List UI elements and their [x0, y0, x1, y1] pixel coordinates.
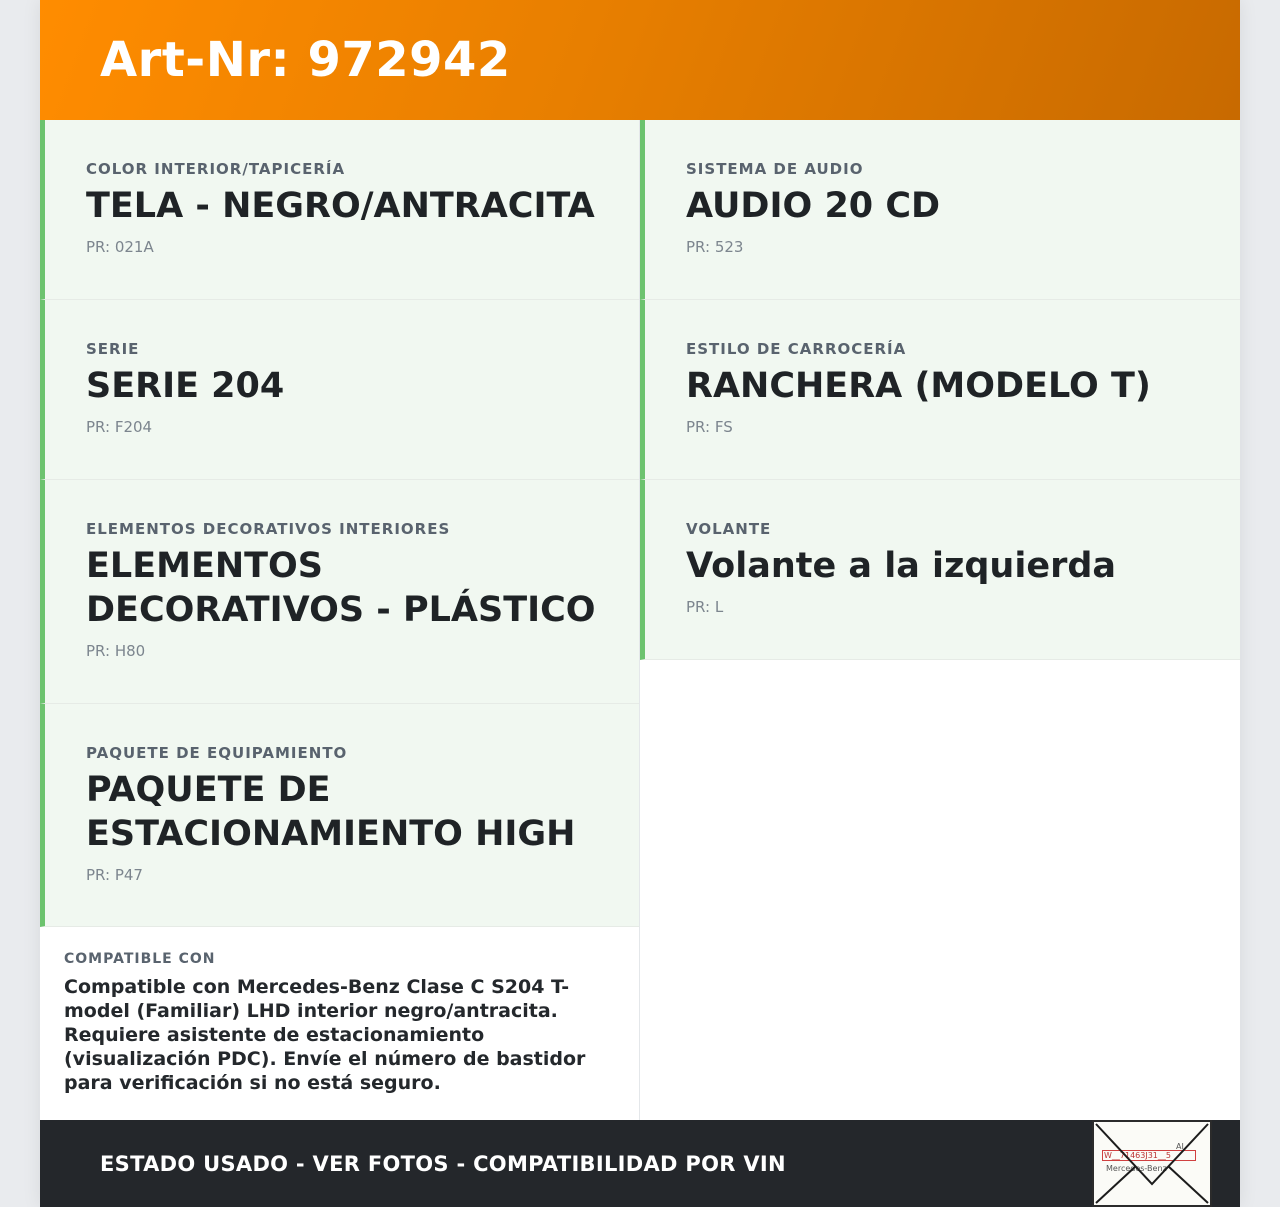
article-number-title: Art-Nr: 972942 [100, 32, 511, 88]
compatibility-section [40, 927, 639, 1120]
spec-pr-code: PR: L [686, 598, 724, 616]
spec-pr-code: PR: H80 [86, 642, 146, 660]
spec-pr-code: PR: FS [686, 418, 733, 436]
brand-text: Mercedes-Benz [1106, 1164, 1167, 1173]
vin-label-thumbnail[interactable] [1092, 1120, 1212, 1207]
spec-label: COLOR INTERIOR/TAPICERÍA [86, 160, 346, 178]
spec-value: TELA - NEGRO/ANTRACITA [86, 186, 595, 226]
header [40, 0, 1240, 120]
spec-label: SERIE [86, 340, 140, 358]
spec-card-body-style [640, 300, 1240, 480]
spec-card-decorative-elements [40, 480, 639, 704]
spec-pr-code: PR: F204 [86, 418, 153, 436]
spec-card-steering-wheel [640, 480, 1240, 660]
spec-pr-code: PR: 021A [86, 238, 154, 256]
footer-status-text: ESTADO USADO - VER FOTOS - COMPATIBILIDAD POR VIN [100, 1151, 786, 1176]
spec-card-interior-color [40, 120, 639, 300]
spec-label: ESTILO DE CARROCERÍA [686, 340, 907, 358]
page [40, 0, 1240, 1207]
spec-pr-code: PR: P47 [86, 866, 143, 884]
compatibility-label: COMPATIBLE CON [64, 951, 216, 967]
spec-value: PAQUETE DE ESTACIONAMIENTO HIGH [86, 770, 576, 854]
spec-column-right [640, 120, 1240, 1120]
vin-text: W__71463J31__5 [1104, 1151, 1171, 1160]
footer-bar [40, 1120, 1240, 1207]
compatibility-text: Compatible con Mercedes-Benz Clase C S204 T-model (Familiar) LHD interior negro/antracita. Requiere asistente de estacionamiento (visualización PDC). Envíe el número de bastidor para verificación si no está seguro. [64, 976, 586, 1094]
spec-card-audio-system [640, 120, 1240, 300]
spec-label: VOLANTE [686, 520, 772, 538]
spec-grid [40, 120, 1240, 1120]
spec-label: ELEMENTOS DECORATIVOS INTERIORES [86, 520, 451, 538]
spec-value: Volante a la izquierda [686, 546, 1117, 586]
spec-value: ELEMENTOS DECORATIVOS - PLÁSTICO [86, 546, 596, 630]
spec-label: PAQUETE DE EQUIPAMIENTO [86, 744, 348, 762]
spec-value: SERIE 204 [86, 366, 285, 406]
spec-value: RANCHERA (MODELO T) [686, 366, 1151, 406]
ai-text: AI [1176, 1142, 1184, 1151]
spec-pr-code: PR: 523 [686, 238, 744, 256]
spec-column-left [40, 120, 640, 1120]
envelope-icon [1094, 1122, 1210, 1205]
spec-card-equipment-package [40, 704, 639, 927]
spec-label: SISTEMA DE AUDIO [686, 160, 864, 178]
spec-value: AUDIO 20 CD [686, 186, 941, 226]
spec-card-series [40, 300, 639, 480]
